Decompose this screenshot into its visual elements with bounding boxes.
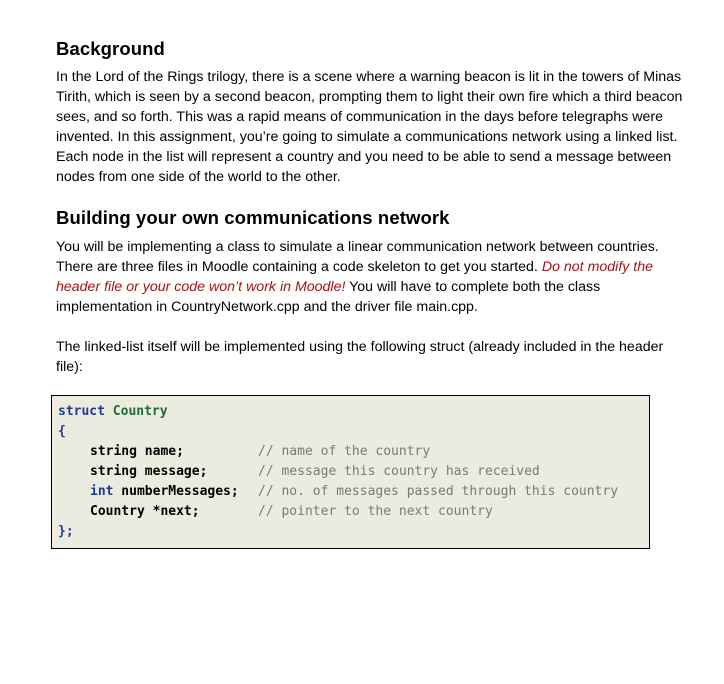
network-heading: Building your own communications network [56,207,450,228]
code-line-member [58,482,649,502]
linked-list-paragraph: The linked-list itself will be implemented using the following struct (already included in the header file): [56,339,664,375]
network-paragraph [56,237,686,317]
member-comment: // message this country has received [258,464,540,479]
background-heading: Background [56,38,165,59]
close-brace: }; [58,524,74,539]
member-comment: // name of the country [258,444,431,459]
code-line-struct [58,402,649,422]
code-line-open-brace [58,422,649,442]
member-comment: // no. of messages passed through this country [258,484,619,499]
background-paragraph: In the Lord of the Rings trilogy, there is a scene where a warning beacon is lit in the towers of Minas Tirith, which is seen by a second beacon, prompting them to light their own fire which a third beacon sees, and so forth. This was a rapid means of communication in the days before telegraphs were invented. In this assignment, you’re going to simulate a communications network using a linked list. Each node in the list will represent a country and you need to be able to send a message between nodes from one side of the world to the other. [56,69,683,185]
struct-name: Country [112,404,168,419]
member-declaration: string name; [90,444,184,459]
network-paragraph-start: You will be implementing a class to simulate a linear communication network between countries. There are three files in Moodle containing a code skeleton to get you started. [56,239,659,275]
member-declaration-rest: numberMessages; [113,484,239,499]
member-declaration [90,482,258,502]
code-block [51,395,650,549]
code-line-member [58,442,649,462]
member-declaration: string message; [90,464,208,479]
network-paragraph-end: You will have to complete both the class implementation in CountryNetwork.cpp and the driver file main.cpp. [56,279,601,315]
code-line-member [58,462,649,482]
document-page [56,38,686,377]
header-warning: Do not modify the header file or your code won’t work in Moodle! [56,259,654,295]
struct-keyword: struct [58,404,105,419]
member-declaration: Country *next; [90,504,200,519]
member-comment: // pointer to the next country [258,504,493,519]
open-brace: { [58,424,66,439]
int-keyword: int [90,484,114,499]
code-line-member [58,502,649,522]
code-line-close-brace [58,522,649,542]
